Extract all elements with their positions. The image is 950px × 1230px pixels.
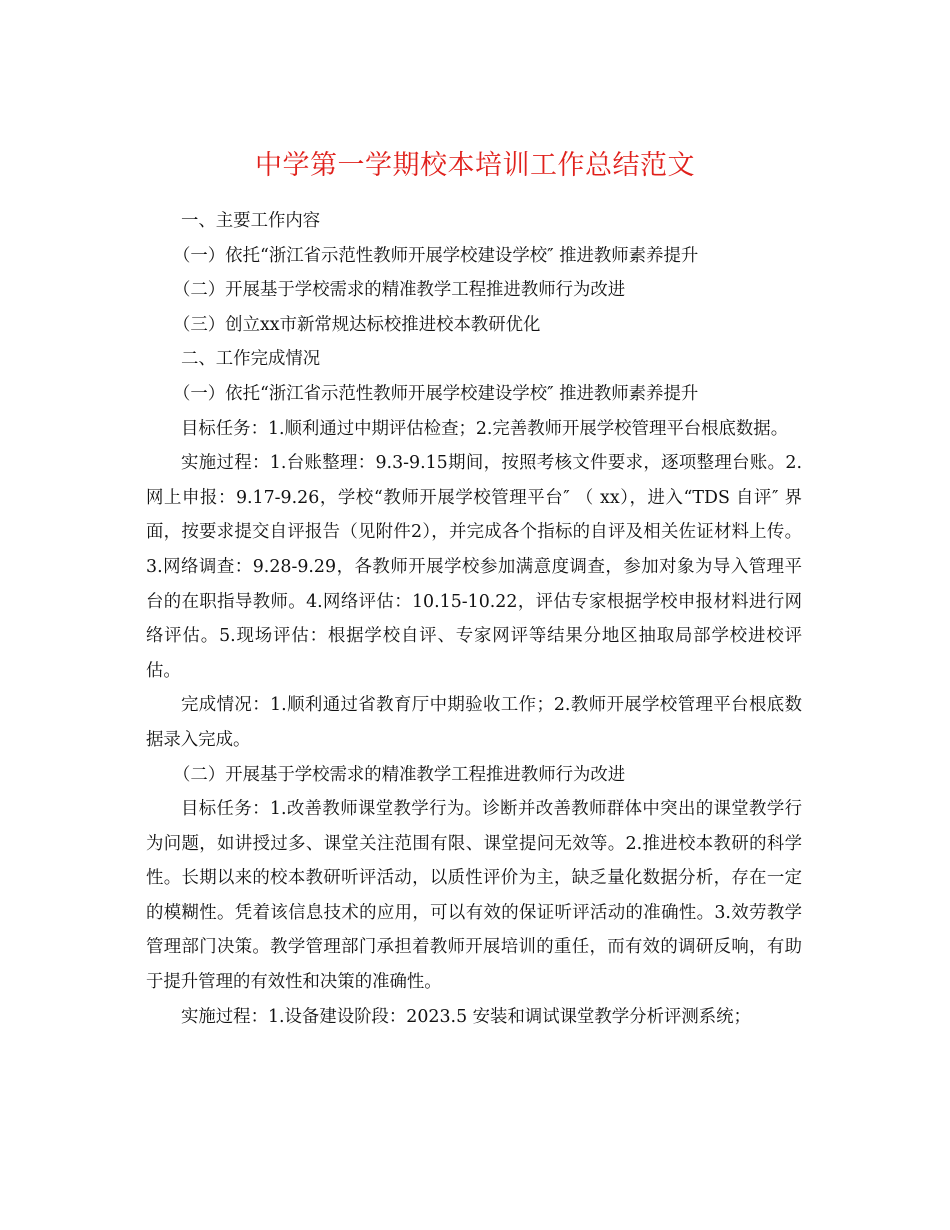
section-1-item-1: （一）依托“浙江省示范性教师开展学校建设学校″ 推进教师素养提升 — [173, 245, 699, 266]
section-1-item-2: （二）开展基于学校需求的精准教学工程推进教师行为改进 — [173, 280, 626, 301]
document-title: 中学第一学期校本培训工作总结范文 — [255, 150, 695, 182]
section-1-heading: 一、主要工作内容 — [181, 211, 321, 231]
section-2-subheading-2: （二）开展基于学校需求的精准教学工程推进教师行为改进 — [173, 764, 626, 785]
sub-1-result-paragraph: 完成情况：1.顺利通过省教育厅中期验收工作；2.教师开展学校管理平台根底数据录入完成。 — [146, 695, 802, 750]
section-2-heading: 二、工作完成情况 — [181, 349, 321, 370]
section-2-subheading-1: （一）依托“浙江省示范性教师开展学校建设学校″ 推进教师素养提升 — [173, 383, 699, 404]
section-1-item-3: （三）创立xx市新常规达标校推进校本教研优化 — [173, 314, 541, 335]
sub-2-goal-paragraph: 目标任务：1.改善教师课堂教学行为。诊断并改善教师群体中突出的课堂教学行为问题，如讲授过多、课堂关注范围有限、课堂提问无效等。2.推进校本教研的科学性。长期以来的校本教研听评活动，以质性评价为主，缺乏量化数据分析，存在一定的模糊性。凭着该信息技术的应用，可以有效的保证听评活动的准确性。3.效劳教学管理部门决策。教学管理部门承担着教师开展培训的重任，而有效的调研反响，有助于提升管理的有效性和决策的准确性。 — [146, 799, 802, 993]
document-body — [146, 204, 802, 1034]
sub-1-goal-paragraph: 目标任务：1.顺利通过中期评估检查；2.完善教师开展学校管理平台根底数据。 — [181, 418, 789, 439]
sub-1-process-paragraph: 实施过程：1.台账整理：9.3-9.15期间，按照考核文件要求，逐项整理台账。2.网上申报：9.17-9.26，学校“教师开展学校管理平台″ （ xx），进入“TDS 自评″ 界面，按要求提交自评报告（见附件2），并完成各个指标的自评及相关佐证材料上传。3.网络调查：9.28-9.29，各教师开展学校参加满意度调查，参加对象为导入管理平台的在职指导教师。4.网络评估：10.15-10.22，评估专家根据学校申报材料进行网络评估。5.现场评估：根据学校自评、专家网评等结果分地区抽取局部学校进校评估。 — [146, 453, 802, 681]
sub-2-process-paragraph: 实施过程：1.设备建设阶段：2023.5 安装和调试课堂教学分析评测系统； — [181, 1006, 751, 1027]
